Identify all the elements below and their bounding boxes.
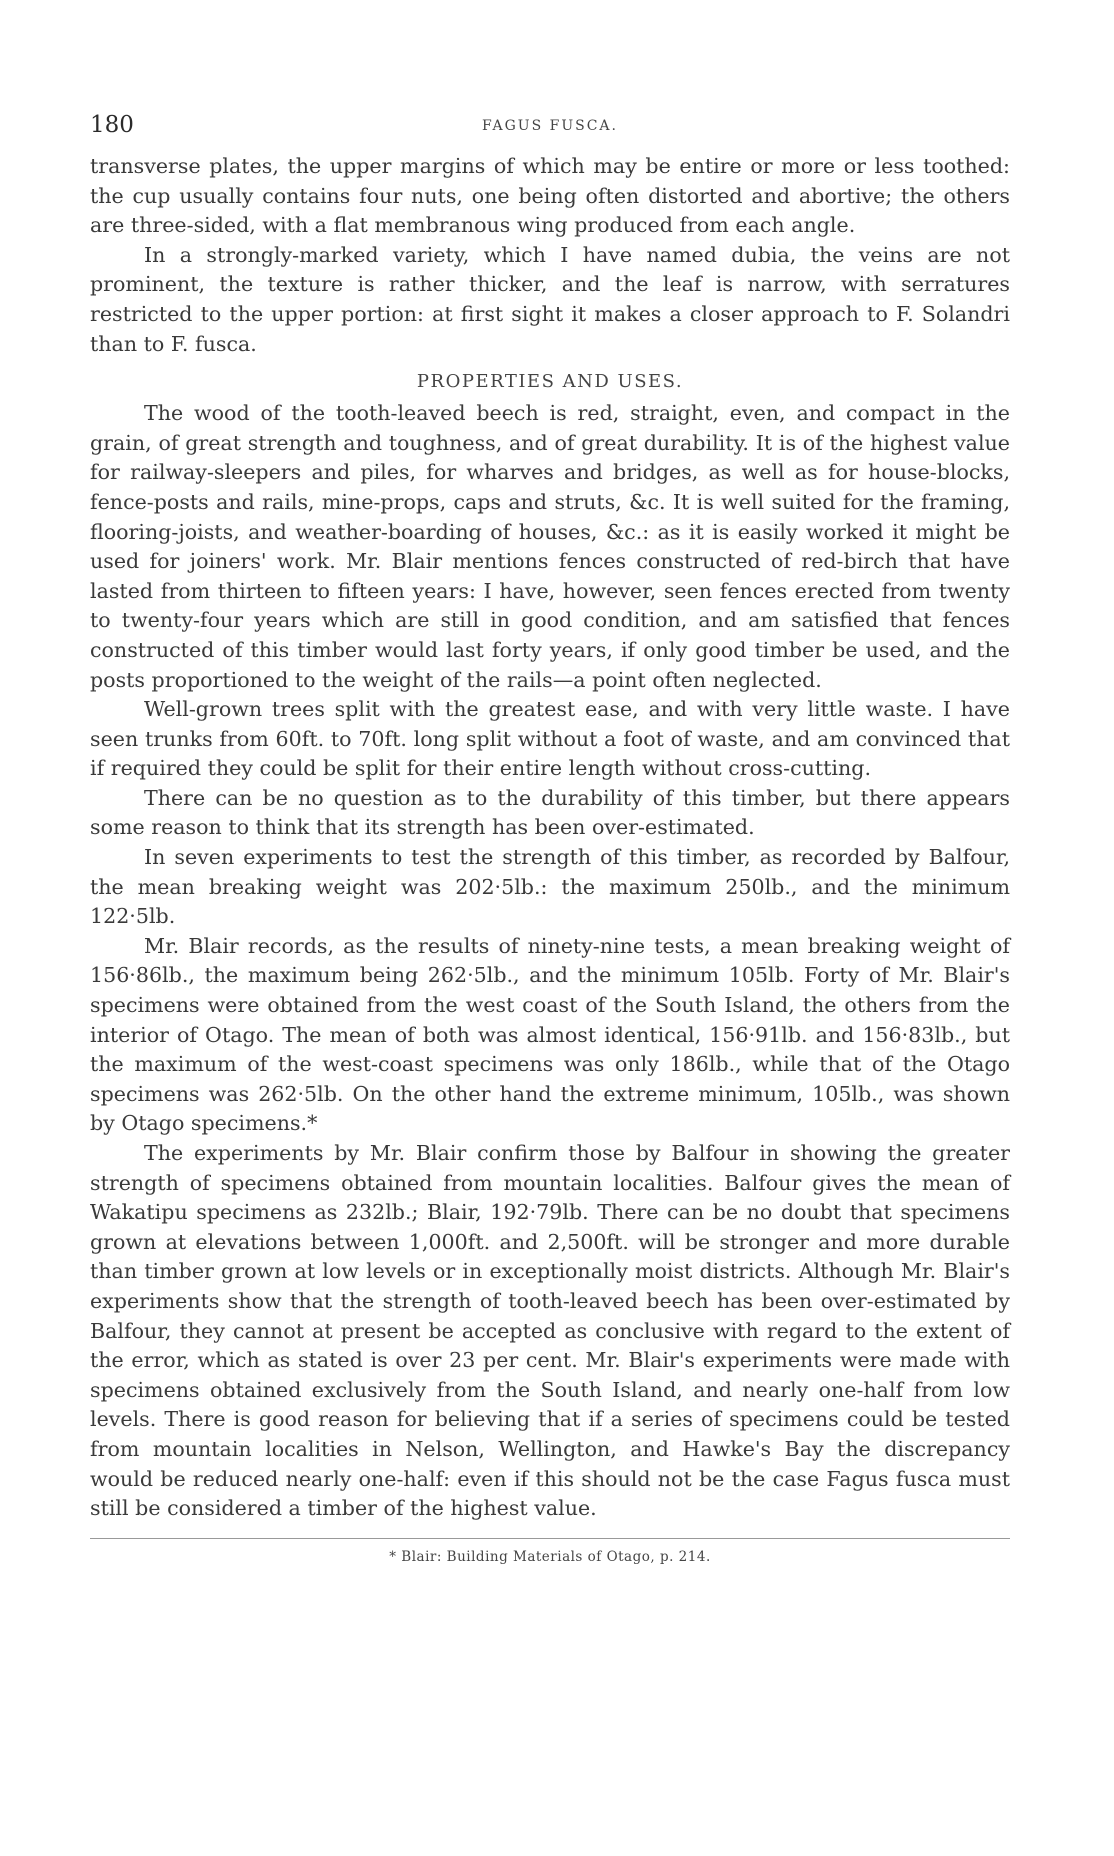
paragraph-8: The experiments by Mr. Blair confirm those by Balfour in showing the greater strength of specimens obtained from mountain localities. Balfour gives the mean of Wakatipu specimens as 232lb.; Blair, 192·79lb. There can be no doubt that specimens grown at elevations between 1,000ft. and 2,500ft. will be stronger and more durable than timber grown at low levels or in exceptionally moist districts. Although Mr. Blair's experiments show that the strength of tooth-leaved beech has been over-estimated by Balfour, they cannot at present be accepted as conclusive with regard to the extent of the error, which as stated is over 23 per cent. Mr. Blair's experiments were made with specimens obtained exclusively from the South Island, and nearly one-half from low levels. There is good reason for believing that if a series of specimens could be tested from mountain localities in Nelson, Wellington, and Hawke's Bay the discrepancy would be reduced nearly one-half: even if this should not be the case Fagus fusca must still be considered a timber of the highest value. <box>90 1141 1010 1521</box>
paragraph-2: In a strongly-marked variety, which I have named dubia, the veins are not prominent, the texture is rather thicker, and the leaf is narrow, with serratures restricted to the upper portion: at first sight it makes a closer approach to F. Solandri than to F. fusca. <box>90 242 1010 356</box>
body-text <box>90 152 1010 1524</box>
footnote-divider <box>90 1538 1010 1539</box>
paragraph-4: Well-grown trees split with the greatest ease, and with very little waste. I have seen trunks from 60ft. to 70ft. long split without a foot of waste, and am convinced that if required they could be split for their entire length without cross-cutting. <box>90 697 1010 781</box>
paragraph-6: In seven experiments to test the strength of this timber, as recorded by Balfour, the mean breaking weight was 202·5lb.: the maximum 250lb., and the minimum 122·5lb. <box>90 845 1010 929</box>
footnote: * Blair: Building Materials of Otago, p. 214. <box>389 1548 711 1565</box>
page-number: 180 <box>90 112 134 138</box>
document-page <box>90 112 1010 1565</box>
paragraph-7: Mr. Blair records, as the results of ninety-nine tests, a mean breaking weight of 156·86lb., the maximum being 262·5lb., and the minimum 105lb. Forty of Mr. Blair's specimens were obtained from the west coast of the South Island, the others from the interior of Otago. The mean of both was almost identical, 156·91lb. and 156·83lb., but the maximum of the west-coast specimens was only 186lb., while that of the Otago specimens was 262·5lb. On the other hand the extreme minimum, 105lb., was shown by Otago specimens.* <box>90 933 1010 1136</box>
running-head <box>90 112 1010 152</box>
paragraph-1: transverse plates, the upper margins of which may be entire or more or less toothed: the cup usually contains four nuts, one being often distorted and abortive; the others are three-sided, with a flat membranous wing produced from each angle. <box>90 154 1010 238</box>
section-heading: PROPERTIES AND USES. <box>416 371 684 393</box>
running-title: FAGUS FUSCA. <box>481 118 618 134</box>
paragraph-3: The wood of the tooth-leaved beech is red, straight, even, and compact in the grain, of great strength and toughness, and of great durability. It is of the highest value for railway-sleepers and piles, for wharves and bridges, as well as for house-blocks, fence-posts and rails, mine-props, caps and struts, &c. It is well suited for the framing, flooring-joists, and weather-boarding of houses, &c.: as it is easily worked it might be used for joiners' work. Mr. Blair mentions fences constructed of red-birch that have lasted from thirteen to fifteen years: I have, however, seen fences erected from twenty to twenty-four years which are still in good condition, and am satisfied that fences constructed of this timber would last forty years, if only good timber be used, and the posts proportioned to the weight of the rails—a point often neglected. <box>90 401 1010 692</box>
paragraph-5: There can be no question as to the durability of this timber, but there appears some reason to think that its strength has been over-estimated. <box>90 785 1010 840</box>
